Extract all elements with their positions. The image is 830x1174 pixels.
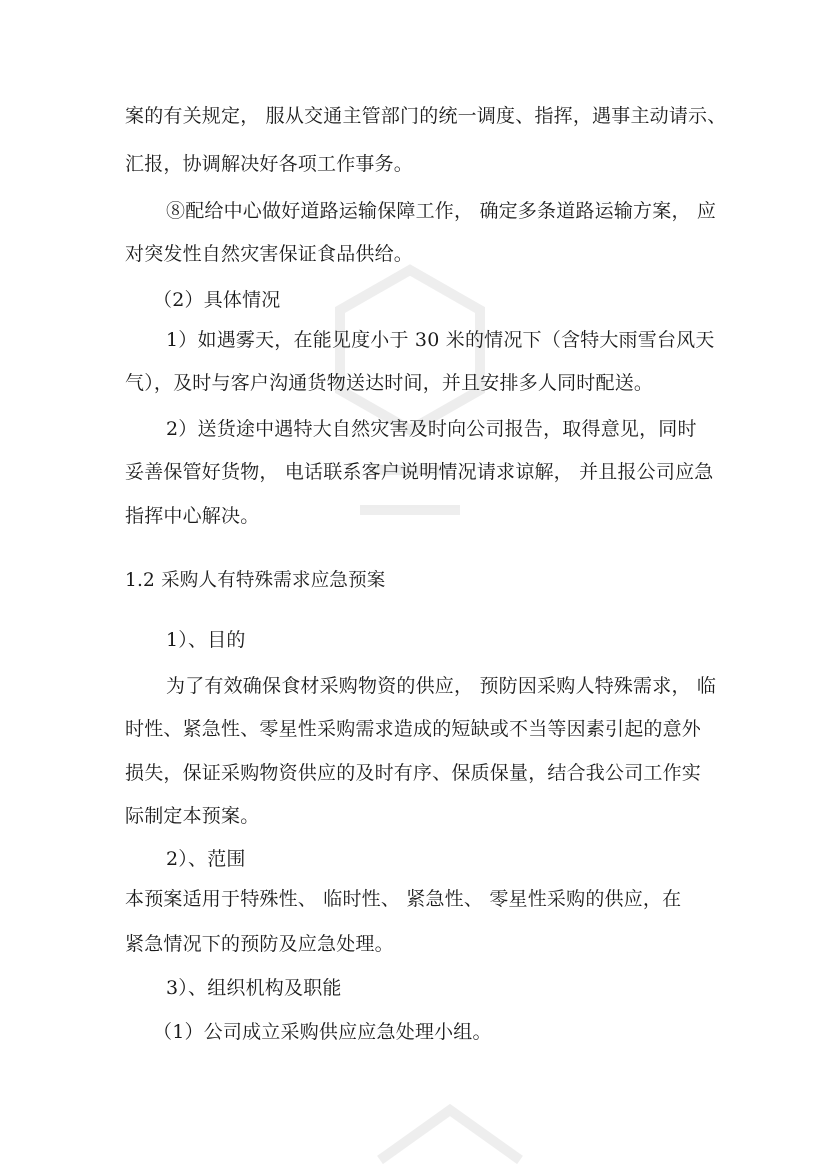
paragraph-line: 妥善保管好货物， 电话联系客户说明情况请求谅解， 并且报公司应急 [125,461,714,483]
subsection-heading: 1）、目的 [166,629,246,651]
watermark-logo [300,250,520,550]
paragraph-line: 汇报，协调解决好各项工作事务。 [125,153,414,175]
paragraph-line: 紧急情况下的预防及应急处理。 [125,933,394,955]
paragraph-line: 1）如遇雾天，在能见度小于 30 米的情况下（含特大雨雪台风天 [166,329,715,351]
paragraph-line: 对突发性自然灾害保证食品供给。 [125,243,414,265]
paragraph-line: 2）送货途中遇特大自然灾害及时向公司报告，取得意见，同时 [166,418,697,440]
watermark-logo-bottom [350,1090,550,1174]
paragraph-line: ⑧配给中心做好道路运输保障工作， 确定多条道路运输方案， 应 [166,200,717,222]
subsection-heading: 3）、组织机构及职能 [166,977,342,999]
paragraph-line: 损失，保证采购物资供应的及时有序、保质保量，结合我公司工作实 [125,762,702,784]
paragraph-line: 际制定本预案。 [125,805,260,827]
paragraph-line: 案的有关规定， 服从交通主管部门的统一调度、指挥，遇事主动请示、 [125,105,727,127]
section-heading: 1.2 采购人有特殊需求应急预案 [125,570,386,591]
paragraph-line: 本预案适用于特殊性、 临时性、 紧急性、 零星性采购的供应，在 [125,888,682,910]
paragraph-line: 气），及时与客户沟通货物送达时间，并且安排多人同时配送。 [125,372,654,394]
paragraph-line: 时性、紧急性、零星性采购需求造成的短缺或不当等因素引起的意外 [125,718,702,740]
paragraph-line: 为了有效确保食材采购物资的供应， 预防因采购人特殊需求， 临 [166,675,717,697]
paragraph-line: 指挥中心解决。 [125,505,260,527]
subsection-heading: 2）、范围 [166,848,246,870]
paragraph-line: （1）公司成立采购供应应急处理小组。 [153,1021,492,1043]
subsection-heading: （2）具体情况 [153,289,281,311]
